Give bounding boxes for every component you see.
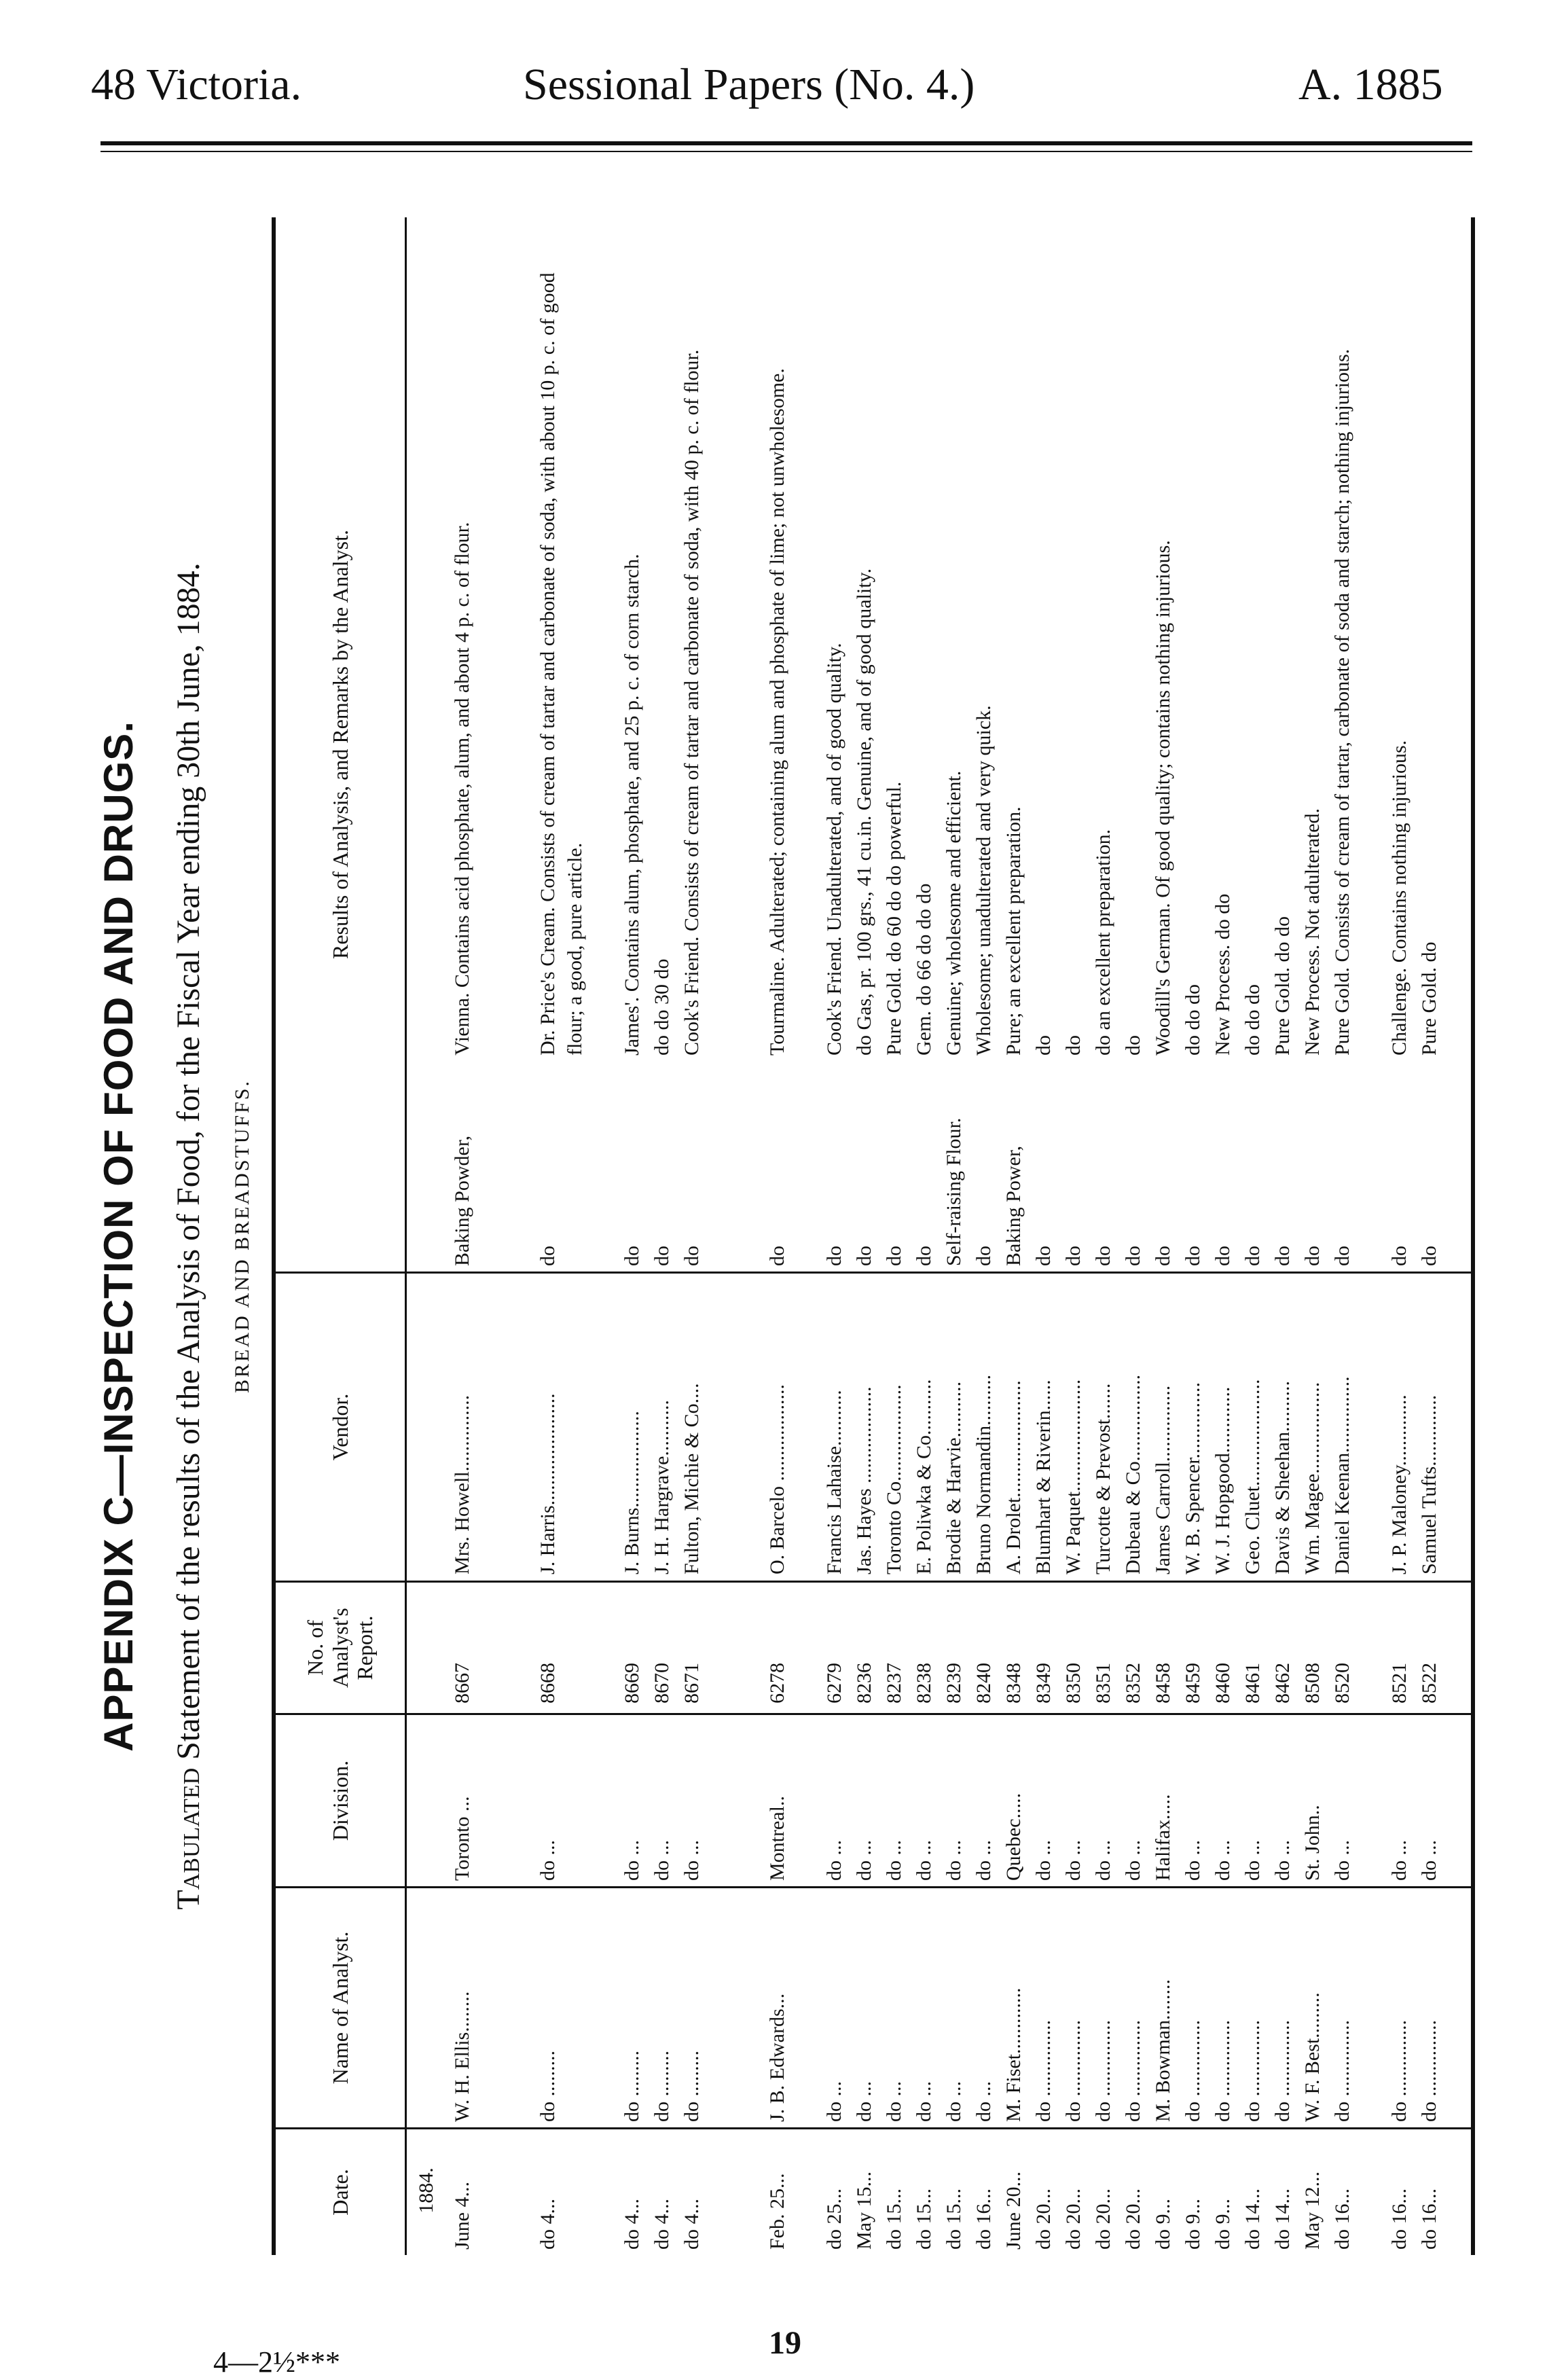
report-number-cell: 8670 xyxy=(651,1663,673,1703)
vendor-cell: J. Burns................... xyxy=(621,1411,643,1574)
article-cell: Baking Powder, xyxy=(451,1135,473,1266)
rotated-table-page xyxy=(95,177,1480,2296)
report-number-cell: 8238 xyxy=(913,1663,935,1703)
result-cell: do do do xyxy=(1182,984,1204,1056)
row-spacer xyxy=(735,217,764,2255)
vendor-cell: Francis Lahaise........... xyxy=(823,1390,845,1574)
division-cell: do ... xyxy=(1092,1840,1114,1881)
division-cell: do ... xyxy=(853,1840,875,1881)
division-cell: Toronto ... xyxy=(451,1796,473,1881)
article-cell: do xyxy=(1418,1246,1440,1266)
table-row xyxy=(1000,217,1030,2255)
header-separator xyxy=(405,217,407,2255)
analyst-cell: M. Bowman........ xyxy=(1152,1979,1174,2122)
column-header-date: Date. xyxy=(327,2169,352,2216)
division-cell: do ... xyxy=(1418,1840,1440,1881)
table-row xyxy=(764,217,821,2255)
table-row xyxy=(649,217,678,2255)
report-number-cell: 8460 xyxy=(1212,1663,1234,1703)
article-cell: do xyxy=(1241,1246,1264,1266)
table-row xyxy=(1209,217,1239,2255)
column-header-report-no: No. of Analyst's Report. xyxy=(302,1608,378,1688)
analyst-cell: do ............... xyxy=(1241,2020,1264,2122)
date-cell: do 9... xyxy=(1152,2199,1174,2250)
date-cell: do 16... xyxy=(1418,2188,1440,2250)
article-cell: Self-raising Flour. xyxy=(943,1117,965,1266)
analyst-cell: do ... xyxy=(972,2081,995,2122)
result-cell: Pure Gold. do xyxy=(1418,941,1440,1056)
vendor-cell: Fulton, Michie & Co.... xyxy=(680,1383,703,1574)
header-year: A. 1885 xyxy=(1298,60,1443,109)
report-number-cell: 8459 xyxy=(1182,1663,1204,1703)
vendor-cell: Wm. Magee.................. xyxy=(1301,1382,1324,1574)
division-cell: Halifax..... xyxy=(1152,1794,1174,1881)
table-row xyxy=(1386,217,1416,2255)
report-number-cell: 8237 xyxy=(883,1663,905,1703)
date-cell: do 4... xyxy=(651,2199,673,2250)
date-cell: do 15... xyxy=(943,2188,965,2250)
article-cell: do xyxy=(1388,1246,1410,1266)
division-cell: do ... xyxy=(913,1840,935,1881)
report-number-cell: 8350 xyxy=(1062,1663,1085,1703)
date-cell: do 9... xyxy=(1212,2199,1234,2250)
appendix-subtitle xyxy=(170,177,207,2296)
result-cell: Pure Gold. do do xyxy=(1271,916,1294,1056)
article-cell: do xyxy=(1062,1246,1085,1266)
article-cell: do xyxy=(1152,1246,1174,1266)
report-number-cell: 8239 xyxy=(943,1663,965,1703)
analyst-cell: do ............... xyxy=(1212,2020,1234,2122)
article-cell: do xyxy=(883,1246,905,1266)
table-row xyxy=(1060,217,1090,2255)
analyst-cell: do ............... xyxy=(1032,2020,1055,2122)
result-cell: do xyxy=(1122,1035,1144,1056)
printer-signature: 4—2½*** xyxy=(213,2345,340,2379)
result-cell: do xyxy=(1032,1035,1055,1056)
vendor-cell: A. Drolet....................... xyxy=(1002,1380,1025,1574)
division-cell: do ... xyxy=(1032,1840,1055,1881)
analyst-cell: do ............... xyxy=(1062,2020,1085,2122)
vendor-cell: W. J. Hopgood............. xyxy=(1212,1386,1234,1574)
header-session: 48 Victoria. xyxy=(91,60,302,109)
division-cell: do ... xyxy=(972,1840,995,1881)
table-row xyxy=(1120,217,1150,2255)
date-cell: do 20... xyxy=(1092,2188,1114,2250)
report-number-cell: 6279 xyxy=(823,1663,845,1703)
report-number-cell: 8240 xyxy=(972,1663,995,1703)
division-cell: do ... xyxy=(823,1840,845,1881)
division-cell: do ... xyxy=(1241,1840,1264,1881)
division-cell: Montreal.. xyxy=(766,1796,788,1881)
article-cell: do xyxy=(680,1246,703,1266)
row-spacer xyxy=(506,217,534,2255)
date-cell: do 25... xyxy=(823,2188,845,2250)
article-cell: do xyxy=(536,1246,559,1266)
analyst-cell: do ... xyxy=(913,2081,935,2122)
report-number-cell: 8508 xyxy=(1301,1663,1324,1703)
analyst-cell: do ......... xyxy=(621,2051,643,2122)
report-number-cell: 8520 xyxy=(1331,1663,1353,1703)
vendor-cell: J. Harris...................... xyxy=(536,1393,559,1574)
analyst-cell: do ......... xyxy=(680,2051,703,2122)
division-cell: Quebec..... xyxy=(1002,1792,1025,1881)
table-row xyxy=(1329,217,1386,2255)
analyst-cell: do ............... xyxy=(1331,2020,1353,2122)
analyst-cell: do ............... xyxy=(1388,2020,1410,2122)
table-row xyxy=(911,217,941,2255)
vendor-cell: Bruno Normandin.......... xyxy=(972,1374,995,1574)
vendor-cell: O. Barcelo ................... xyxy=(766,1384,788,1574)
division-cell: do ... xyxy=(1062,1840,1085,1881)
analyst-cell: do ......... xyxy=(536,2051,559,2122)
division-cell: do ... xyxy=(536,1840,559,1881)
division-cell: do ... xyxy=(943,1840,965,1881)
date-cell: June 20... xyxy=(1002,2171,1025,2250)
division-cell: do ... xyxy=(680,1840,703,1881)
vendor-cell: Dubeau & Co................. xyxy=(1122,1374,1144,1574)
page-number: 19 xyxy=(769,2325,801,2361)
result-cell: Woodill's German. Of good quality; contains nothing injurious. xyxy=(1152,540,1174,1056)
result-cell: do xyxy=(1062,1035,1085,1056)
report-number-cell: 8671 xyxy=(680,1663,703,1703)
article-cell: do xyxy=(1301,1246,1324,1266)
column-header-results: Results of Analysis, and Remarks by the Analyst. xyxy=(327,530,352,959)
report-number-cell: 8667 xyxy=(451,1663,473,1703)
result-cell: do an excellent preparation. xyxy=(1092,829,1114,1056)
division-cell: St. John.. xyxy=(1301,1805,1324,1881)
result-cell: Tourmaline. Adulterated; containing alum and phosphate of lime; not unwholesome. xyxy=(766,368,788,1056)
table-row xyxy=(821,217,851,2255)
table-row xyxy=(678,217,735,2255)
report-number-cell: 8669 xyxy=(621,1663,643,1703)
column-header-vendor: Vendor. xyxy=(327,1393,352,1461)
date-cell: do 16... xyxy=(1331,2188,1353,2250)
table-row xyxy=(449,217,506,2255)
date-cell: do 15... xyxy=(883,2188,905,2250)
division-cell: do ... xyxy=(621,1840,643,1881)
result-cell: James'. Contains alum, phosphate, and 25 p. c. of corn starch. xyxy=(621,554,643,1056)
article-cell: do xyxy=(1331,1246,1353,1266)
result-cell: Cook's Friend. Unadulterated, and of good quality. xyxy=(823,643,845,1056)
vendor-cell: Jas. Hayes ................... xyxy=(853,1386,875,1574)
analyst-cell: do ... xyxy=(883,2081,905,2122)
table-row xyxy=(881,217,911,2255)
result-cell: do do do xyxy=(1241,984,1264,1056)
table-row xyxy=(1239,217,1269,2255)
date-cell: do 4... xyxy=(536,2199,559,2250)
table-row xyxy=(1150,217,1180,2255)
date-cell: do 4... xyxy=(680,2199,703,2250)
article-cell: do xyxy=(1271,1246,1294,1266)
division-cell: do ... xyxy=(1122,1840,1144,1881)
division-cell: do ... xyxy=(651,1840,673,1881)
result-cell: New Process. do do xyxy=(1212,893,1234,1056)
article-cell: do xyxy=(1092,1246,1114,1266)
table-row xyxy=(1299,217,1329,2255)
table-row xyxy=(1416,217,1446,2255)
table-row xyxy=(1180,217,1209,2255)
result-cell: Pure; an excellent preparation. xyxy=(1002,806,1025,1056)
article-cell: do xyxy=(972,1246,995,1266)
vendor-cell: Davis & Sheehan.......... xyxy=(1271,1381,1294,1574)
table-row xyxy=(1090,217,1120,2255)
table-body xyxy=(449,217,1446,2255)
report-number-cell: 8522 xyxy=(1418,1663,1440,1703)
vendor-cell: Daniel Keenan............... xyxy=(1331,1376,1353,1574)
date-cell: May 15... xyxy=(853,2171,875,2250)
article-cell: do xyxy=(766,1246,788,1266)
vendor-cell: E. Poliwka & Co........... xyxy=(913,1379,935,1574)
date-cell: Feb. 25... xyxy=(766,2173,788,2250)
division-cell: do ... xyxy=(1212,1840,1234,1881)
result-cell: Genuine; wholesome and efficient. xyxy=(943,770,965,1056)
date-cell: do 20... xyxy=(1032,2188,1055,2250)
vendor-cell: W. Paquet...................... xyxy=(1062,1379,1085,1574)
table-row xyxy=(1030,217,1060,2255)
analyst-cell: do ......... xyxy=(651,2051,673,2122)
result-cell: Vienna. Contains acid phosphate, alum, and about 4 p. c. of flour. xyxy=(451,522,473,1056)
report-number-cell: 8521 xyxy=(1388,1663,1410,1703)
column-header-division: Division. xyxy=(327,1760,352,1841)
analyst-cell: do ............... xyxy=(1092,2020,1114,2122)
report-number-cell: 6278 xyxy=(766,1663,788,1703)
article-cell: Baking Power, xyxy=(1002,1145,1025,1266)
analyst-cell: do ............... xyxy=(1182,2020,1204,2122)
vendor-cell: J. H. Hargrave........... xyxy=(651,1400,673,1574)
vendor-cell: James Carroll............... xyxy=(1152,1385,1174,1574)
header-rule-thin xyxy=(101,151,1472,152)
report-number-cell: 8352 xyxy=(1122,1663,1144,1703)
header-rule xyxy=(101,141,1472,145)
report-number-cell: 8349 xyxy=(1032,1663,1055,1703)
vendor-cell: Mrs. Howell............... xyxy=(451,1394,473,1574)
result-cell: do do 30 do xyxy=(651,958,673,1056)
article-cell: do xyxy=(651,1246,673,1266)
article-cell: do xyxy=(823,1246,845,1266)
vendor-cell: Geo. Cluet..................... xyxy=(1241,1379,1264,1574)
table-row xyxy=(1269,217,1299,2255)
analyst-cell: W. F. Best......... xyxy=(1301,1992,1324,2122)
analyst-cell: do ............... xyxy=(1418,2020,1440,2122)
analyst-cell: W. H. Ellis........ xyxy=(451,1991,473,2122)
date-cell: do 14... xyxy=(1271,2188,1294,2250)
division-cell: do ... xyxy=(1388,1840,1410,1881)
analyst-cell: do ... xyxy=(943,2081,965,2122)
report-number-cell: 8461 xyxy=(1241,1663,1264,1703)
date-cell: do 4... xyxy=(621,2199,643,2250)
analyst-cell: do ... xyxy=(853,2081,875,2122)
vendor-cell: J. P. Maloney.............. xyxy=(1388,1394,1410,1574)
report-number-cell: 8458 xyxy=(1152,1663,1174,1703)
date-cell: do 16... xyxy=(972,2188,995,2250)
report-number-cell: 8351 xyxy=(1092,1663,1114,1703)
vendor-cell: Samuel Tufts.............. xyxy=(1418,1394,1440,1574)
result-cell: Wholesome; unadulterated and very quick. xyxy=(972,705,995,1056)
report-number-cell: 8462 xyxy=(1271,1663,1294,1703)
vendor-cell: Blumhart & Riverin...... xyxy=(1032,1380,1055,1574)
date-cell: June 4... xyxy=(451,2182,473,2250)
table-row xyxy=(851,217,881,2255)
date-cell: do 20... xyxy=(1062,2188,1085,2250)
analyst-cell: J. B. Edwards... xyxy=(766,1993,788,2122)
vendor-cell: W. B. Spencer............... xyxy=(1182,1382,1204,1574)
report-number-cell: 8348 xyxy=(1002,1663,1025,1703)
report-number-cell: 8668 xyxy=(536,1663,559,1703)
date-cell: do 16... xyxy=(1388,2188,1410,2250)
analyst-cell: do ... xyxy=(823,2081,845,2122)
article-cell: do xyxy=(1122,1246,1144,1266)
article-cell: do xyxy=(853,1246,875,1266)
article-cell: do xyxy=(1032,1246,1055,1266)
column-header-analyst: Name of Analyst. xyxy=(327,1931,352,2085)
result-cell: Pure Gold. Consists of cream of tartar, carbonate of soda and starch; nothing injurious. xyxy=(1331,348,1353,1056)
date-cell: do 20... xyxy=(1122,2188,1144,2250)
result-cell: do Gas, pr. 100 grs., 41 cu.in. Genuine, and of good quality. xyxy=(853,568,875,1056)
result-cell: Challenge. Contains nothing injurious. xyxy=(1388,740,1410,1056)
subtitle-lead: Tabulated xyxy=(170,1767,206,1910)
analysis-table xyxy=(272,217,1475,2255)
result-cell: New Process. Not adulterated. xyxy=(1301,808,1324,1056)
vendor-cell: Turcotte & Prevost....... xyxy=(1092,1383,1114,1574)
vendor-cell: Brodie & Harvie........... xyxy=(943,1381,965,1574)
division-cell: do ... xyxy=(1182,1840,1204,1881)
result-cell: Dr. Price's Cream. Consists of cream of tartar and carbonate of soda, with about 10 p. c. of good flour; a good, pure article. xyxy=(536,272,586,1056)
result-cell: Pure Gold. do 60 do do powerful. xyxy=(883,781,905,1056)
section-heading: BREAD AND BREADSTUFFS. xyxy=(231,1079,253,1393)
division-cell: do ... xyxy=(1271,1840,1294,1881)
division-cell: do ... xyxy=(883,1840,905,1881)
header-papers: Sessional Papers (No. 4.) xyxy=(523,60,975,109)
article-cell: do xyxy=(621,1246,643,1266)
table-row xyxy=(619,217,649,2255)
date-cell: do 9... xyxy=(1182,2199,1204,2250)
appendix-title: APPENDIX C—INSPECTION OF FOOD AND DRUGS. xyxy=(96,721,141,1752)
table-row xyxy=(970,217,1000,2255)
result-cell: Cook's Friend. Consists of cream of tartar and carbonate of soda, with 40 p. c. of flour. xyxy=(680,349,703,1056)
date-cell: May 12... xyxy=(1301,2171,1324,2250)
article-cell: do xyxy=(913,1246,935,1266)
table-row xyxy=(941,217,970,2255)
date-cell: do 15... xyxy=(913,2188,935,2250)
date-cell: do 14... xyxy=(1241,2188,1264,2250)
subtitle-rest: Statement of the results of the Analysis of Food, for the Fiscal Year ending 30th June, 1884. xyxy=(170,562,206,1768)
table-row xyxy=(534,217,619,2255)
analyst-cell: do ............... xyxy=(1271,2020,1294,2122)
vendor-cell: Toronto Co................... xyxy=(883,1384,905,1574)
report-number-cell: 8236 xyxy=(853,1663,875,1703)
analyst-cell: M. Fiset............. xyxy=(1002,1987,1025,2122)
analyst-cell: do ............... xyxy=(1122,2020,1144,2122)
division-cell: do ... xyxy=(1331,1840,1353,1881)
article-cell: do xyxy=(1212,1246,1234,1266)
article-cell: do xyxy=(1182,1246,1204,1266)
result-cell: Gem. do 66 do do do xyxy=(913,883,935,1056)
year-label: 1884. xyxy=(415,2167,437,2214)
